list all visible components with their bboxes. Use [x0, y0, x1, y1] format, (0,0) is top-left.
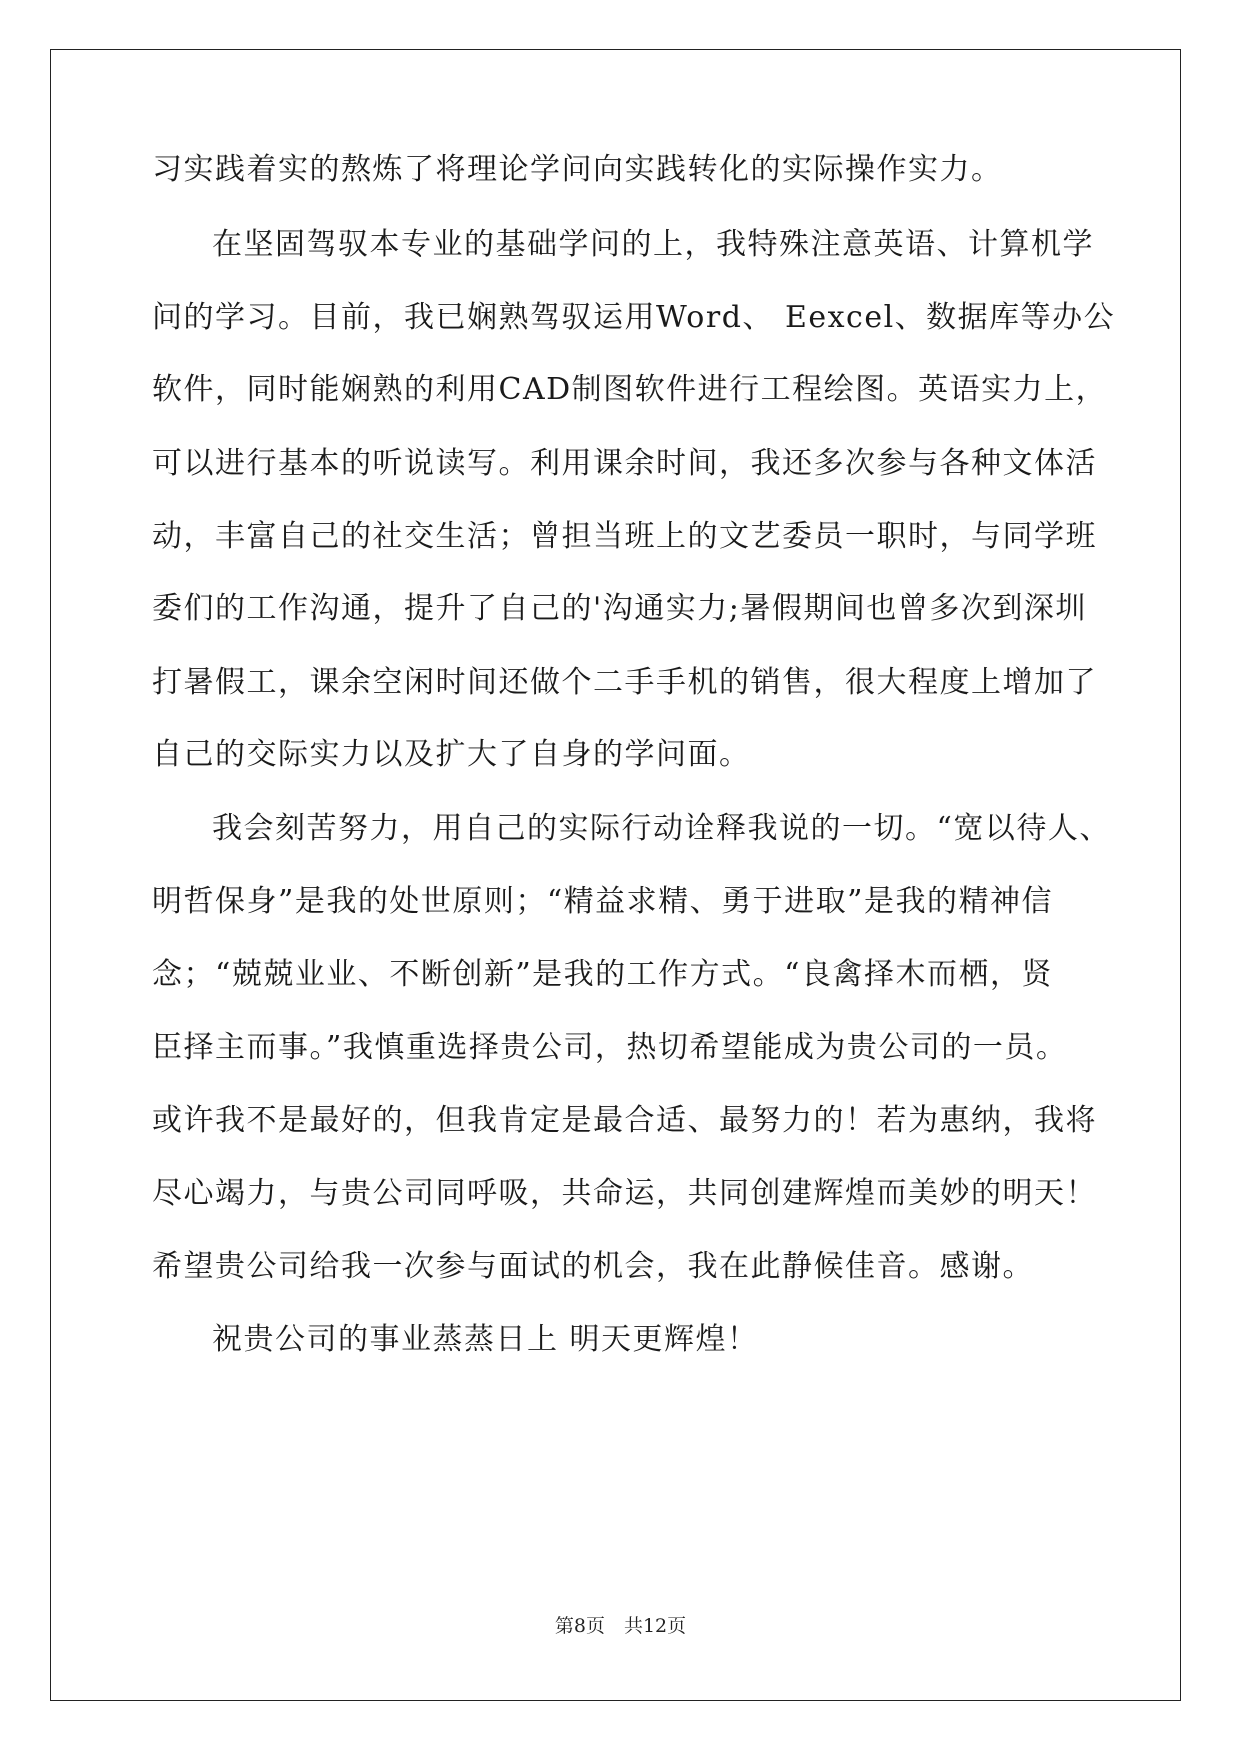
text-line-6: 动，丰富自己的社交生活；曾担当班上的文艺委员一职时，与同学班: [152, 519, 1097, 554]
page-number-footer: 第8页 共12页: [554, 1615, 687, 1637]
text-line-17: 祝贵公司的事业蒸蒸日上 明天更辉煌！: [212, 1322, 759, 1357]
text-line-13: 臣择主而事。”我慎重选择贵公司，热切希望能成为贵公司的一员。: [152, 1030, 1068, 1065]
text-line-14: 或许我不是最好的，但我肯定是最合适、最努力的！若为惠纳，我将: [152, 1103, 1097, 1138]
text-line-3: 问的学习。目前，我已娴熟驾驭运用Word、 Eexcel、数据库等办公: [152, 300, 1116, 335]
page-border: [50, 49, 1181, 1701]
text-line-11: 明哲保身”是我的处世原则；“精益求精、勇于进取”是我的精神信: [152, 884, 1054, 919]
text-line-1: 习实践着实的熬炼了将理论学问向实践转化的实际操作实力。: [152, 152, 1003, 187]
text-line-12: 念；“兢兢业业、不断创新”是我的工作方式。“良禽择木而栖，贤: [152, 957, 1054, 992]
text-line-4: 软件，同时能娴熟的利用CAD制图软件进行工程绘图。英语实力上，: [152, 372, 1108, 407]
text-line-2: 在坚固驾驭本专业的基础学问的上，我特殊注意英语、计算机学: [212, 227, 1094, 262]
text-line-7: 委们的工作沟通，提升了自己的'沟通实力;暑假期间也曾多次到深圳: [152, 591, 1087, 626]
text-line-8: 打暑假工，课余空闲时间还做个二手手机的销售，很大程度上增加了: [152, 665, 1097, 700]
text-line-10: 我会刻苦努力，用自己的实际行动诠释我说的一切。“宽以待人、: [212, 811, 1111, 846]
text-line-5: 可以进行基本的听说读写。利用课余时间，我还多次参与各种文体活: [152, 446, 1097, 481]
text-line-15: 尽心竭力，与贵公司同呼吸，共命运，共同创建辉煌而美妙的明天！: [152, 1176, 1097, 1211]
text-line-9: 自己的交际实力以及扩大了自身的学问面。: [152, 737, 751, 772]
text-line-16: 希望贵公司给我一次参与面试的机会，我在此静候佳音。感谢。: [152, 1249, 1034, 1284]
